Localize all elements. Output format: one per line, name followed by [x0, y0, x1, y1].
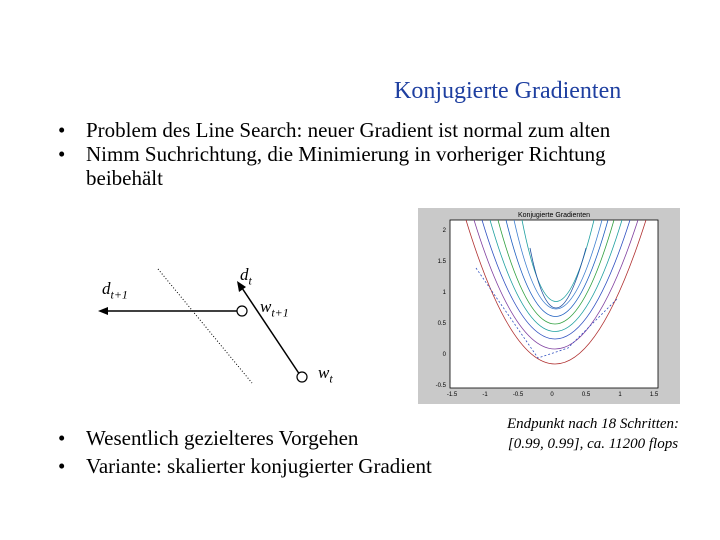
bullet-marker: • — [58, 142, 66, 166]
label-wt: $w_t$ — [318, 363, 333, 386]
svg-text:-0.5: -0.5 — [435, 383, 446, 389]
bullet-text: Wesentlich gezielteres Vorgehen — [86, 426, 359, 450]
bullet-item — [58, 118, 658, 142]
svg-text:0: 0 — [442, 352, 446, 358]
note-line-2: [0.99, 0.99], ca. 11200 flops — [507, 436, 679, 452]
bullet-item — [58, 142, 658, 190]
svg-text:1.5: 1.5 — [649, 392, 659, 398]
svg-text:0.5: 0.5 — [581, 392, 591, 398]
svg-text:-0.5: -0.5 — [512, 392, 524, 398]
bullet-list-bottom — [58, 424, 498, 480]
bullet-text: Nimm Suchrichtung, die Minimierung in vorheriger Richtung beibehält — [86, 142, 606, 190]
label-dt: $d_t$ — [240, 265, 252, 288]
bullet-item — [58, 424, 498, 452]
svg-text:0.5: 0.5 — [437, 321, 446, 327]
result-note — [478, 414, 708, 454]
bullet-item — [58, 452, 498, 480]
svg-text:0: 0 — [550, 392, 554, 398]
svg-text:1.5: 1.5 — [437, 259, 446, 265]
svg-text:-1: -1 — [482, 392, 488, 398]
label-wt1: $w_{t+1}$ — [260, 297, 289, 320]
svg-text:1: 1 — [442, 290, 446, 296]
bullet-text: Variante: skalierter konjugierter Gradient — [86, 454, 432, 478]
bullet-marker: • — [58, 118, 66, 142]
bullet-marker: • — [58, 426, 66, 450]
arrowhead-dt1 — [98, 307, 108, 315]
dotted-line — [158, 269, 252, 383]
bullet-text: Problem des Line Search: neuer Gradient ist normal zum alten — [86, 118, 611, 142]
point-wt — [297, 372, 307, 382]
slide-title: Konjugierte Gradienten — [394, 78, 622, 104]
plot-title: Konjugierte Gradienten — [518, 212, 590, 219]
svg-text:2: 2 — [442, 228, 446, 234]
svg-text:1: 1 — [618, 392, 622, 398]
note-line-1: Endpunkt nach 18 Schritten: — [506, 416, 680, 432]
bullet-list-top — [58, 118, 658, 190]
contour-plot-image — [418, 208, 680, 404]
contour-plot-svg — [418, 208, 680, 404]
point-wt1 — [237, 306, 247, 316]
gradient-diagram — [90, 255, 370, 400]
label-dt1: $d_{t+1}$ — [102, 279, 128, 302]
svg-text:-1.5: -1.5 — [446, 392, 458, 398]
bullet-marker: • — [58, 454, 66, 478]
